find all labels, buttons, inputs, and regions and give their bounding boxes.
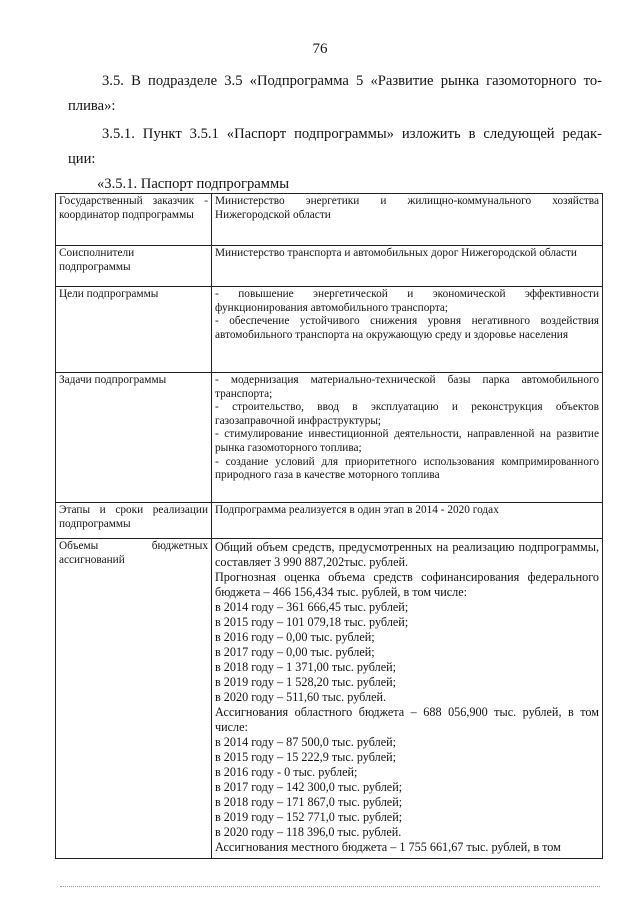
row-label: Задачи подпрограммы xyxy=(56,373,212,503)
row-value xyxy=(212,503,603,539)
budget-line: в 2015 году – 101 079,18 тыс. рублей; xyxy=(215,615,409,629)
budget-line: в 2019 году – 1 528,20 тыс. рублей; xyxy=(215,675,397,689)
budget-line: в 2016 году - 0 тыс. рублей; xyxy=(215,765,358,779)
budget-line: в 2014 году – 87 500,0 тыс. рублей; xyxy=(215,735,397,749)
row-label: Цели подпрограммы xyxy=(56,287,212,373)
row-line: - строительство, ввод в эксплуатацию и реконструкция объектов газозаправочной инфраструктуры; xyxy=(215,401,599,427)
table-row xyxy=(56,373,603,503)
budget-line: в 2019 году – 152 771,0 тыс. рублей; xyxy=(215,810,403,824)
row-value xyxy=(212,373,603,503)
budget-line: Ассигнования областного бюджета – 688 056,900 тыс. рублей, в том числе: xyxy=(215,705,599,734)
budget-line: в 2018 году – 1 371,00 тыс. рублей; xyxy=(215,660,397,674)
paragraph-3-5-line-1: 3.5. В подразделе 3.5 «Подпрограмма 5 «Развитие рынка газомоторного то- xyxy=(102,73,602,89)
scan-edge-line xyxy=(60,886,600,887)
budget-line: в 2014 году – 361 666,45 тыс. рублей; xyxy=(215,600,409,614)
budget-line: в 2017 году – 142 300,0 тыс. рублей; xyxy=(215,780,403,794)
row-value xyxy=(212,246,603,287)
row-label: Этапы и сроки реализации подпрограммы xyxy=(56,503,212,539)
row-line: Подпрограмма реализуется в один этап в 2014 - 2020 годах xyxy=(215,504,499,516)
budget-line: в 2016 году – 0,00 тыс. рублей; xyxy=(215,630,375,644)
paragraph-3-5-1-line-1: 3.5.1. Пункт 3.5.1 «Паспорт подпрограммы» изложить в следующей редак- xyxy=(102,126,602,142)
page-number: 76 xyxy=(312,41,328,57)
budget-line: в 2020 году – 118 396,0 тыс. рублей. xyxy=(215,825,402,839)
table-row xyxy=(56,194,603,246)
row-line: - модернизация материально-технической базы парка автомобильного транспорта; xyxy=(215,374,599,400)
row-line: Министерство энергетики и жилищно-коммунального хозяйства Нижегородской области xyxy=(215,195,599,221)
passport-table xyxy=(55,193,603,859)
row-label: Соисполнители подпрограммы xyxy=(56,246,212,287)
paragraph-3-5-line-2: плива»: xyxy=(68,98,116,114)
budget-value xyxy=(212,539,603,859)
row-line: - стимулирование инвестиционной деятельности, направленной на развитие рынка газомоторного топлива; xyxy=(215,428,599,454)
row-line: Министерство транспорта и автомобильных дорог Нижегородской области xyxy=(215,247,577,259)
budget-label: Объемы бюджетных ассигнований xyxy=(56,539,212,859)
row-line: - обеспечение устойчивого снижения уровня негативного воздействия автомобильного транспорта на окружающую среду и здоровье населения xyxy=(215,315,599,341)
paragraph-3-5-1-line-2: ции: xyxy=(68,151,96,167)
budget-line: в 2020 году – 511,60 тыс. рублей. xyxy=(215,690,387,704)
table-row xyxy=(56,503,603,539)
table-row-budget xyxy=(56,539,603,859)
table-title: «3.5.1. Паспорт подпрограммы xyxy=(97,176,290,192)
table-row xyxy=(56,246,603,287)
budget-line: Ассигнования местного бюджета – 1 755 661,67 тыс. рублей, в том xyxy=(215,840,561,854)
budget-line: в 2015 году – 15 222,9 тыс. рублей; xyxy=(215,750,397,764)
row-line: - создание условий для приоритетного использования компримированного природного газа в качестве моторного топлива xyxy=(215,455,599,482)
table-row xyxy=(56,287,603,373)
row-label: Государственный заказчик - координатор подпрограммы xyxy=(56,194,212,246)
row-value xyxy=(212,287,603,373)
row-value xyxy=(212,194,603,246)
budget-line: в 2018 году – 171 867,0 тыс. рублей; xyxy=(215,795,403,809)
budget-line: Прогнозная оценка объема средств софинансирования федерального бюджета – 466 156,434 тыс. рублей, в том числе: xyxy=(215,570,599,599)
budget-line: в 2017 году – 0,00 тыс. рублей; xyxy=(215,645,375,659)
row-line: - повышение энергетической и экономической эффективности функционирования автомобильного транспорта; xyxy=(215,288,599,314)
budget-line: Общий объем средств, предусмотренных на реализацию подпрограммы, составляет 3 990 887,202тыс. рублей. xyxy=(215,540,599,569)
